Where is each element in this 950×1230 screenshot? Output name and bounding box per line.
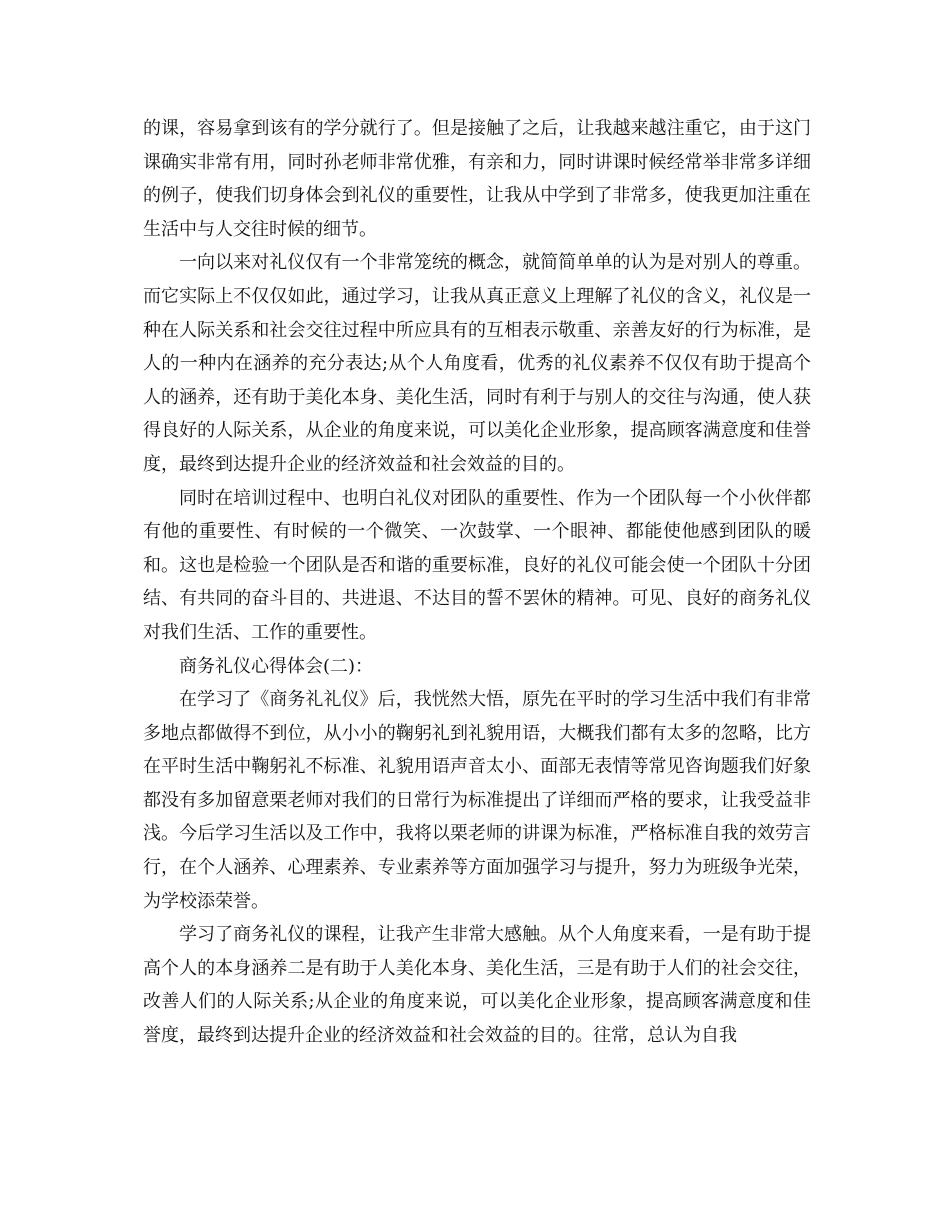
paragraph-5: 学习了商务礼仪的课程，让我产生非常大感触。从个人角度来看，一是有助于提高个人的本身涵养二是有助于人美化本身、美化生活，三是有助于人们的社会交往，改善人们的人际关系;从企业的角度来说，可以美化企业形象，提高顾客满意度和佳誉度，最终到达提升企业的经济效益和社会效益的目的。往常，总认为自我: [143, 924, 811, 1047]
paragraph-4: 在学习了《商务礼礼仪》后，我恍然大悟，原先在平时的学习生活中我们有非常多地点都做得不到位，从小小的鞠躬礼到礼貌用语，大概我们都有太多的忽略，比方在平时生活中鞠躬礼不标准、礼貌用语声音太小、面部无表情等常见咨询题我们好象都没有多加留意栗老师对我们的日常行为标准提出了详细而严格的要求，让我受益非浅。今后学习生活以及工作中，我将以栗老师的讲课为标准，严格标准自我的效劳言行，在个人涵养、心理素养、专业素养等方面加强学习与提升，努力为班级争光荣，为学校添荣誉。: [143, 689, 811, 912]
section-heading: 商务礼仪心得体会(二)：: [179, 655, 374, 677]
paragraph-1: 的课，容易拿到该有的学分就行了。但是接触了之后，让我越来越注重它，由于这门课确实非常有用，同时孙老师非常优雅，有亲和力，同时讲课时候经常举非常多详细的例子，使我们切身体会到礼仪的重要性，让我从中学到了非常多，使我更加注重在生活中与人交往时候的细节。: [143, 118, 811, 240]
paragraph-3: 同时在培训过程中、也明白礼仪对团队的重要性、作为一个团队每一个小伙伴都有他的重要性、有时候的一个微笑、一次鼓掌、一个眼神、都能使他感到团队的暖和。这也是检验一个团队是否和谐的重要标准，良好的礼仪可能会使一个团队十分团结、有共同的奋斗目的、共进退、不达目的誓不罢休的精神。可见、良好的商务礼仪对我们生活、工作的重要性。: [143, 487, 811, 643]
paragraph-2: 一向以来对礼仪仅有一个非常笼统的概念，就简简单单的认为是对别人的尊重。而它实际上不仅仅如此，通过学习，让我从真正意义上理解了礼仪的含义，礼仪是一种在人际关系和社会交往过程中所应具有的互相表示敬重、亲善友好的行为标准，是人的一种内在涵养的充分表达;从个人角度看，优秀的礼仪素养不仅仅有助于提高个人的涵养，还有助于美化本身、美化生活，同时有利于与别人的交往与沟通，使人获得良好的人际关系，从企业的角度来说，可以美化企业形象，提高顾客满意度和佳誉度，最终到达提升企业的经济效益和社会效益的目的。: [143, 252, 811, 475]
document-body: [143, 112, 811, 1053]
